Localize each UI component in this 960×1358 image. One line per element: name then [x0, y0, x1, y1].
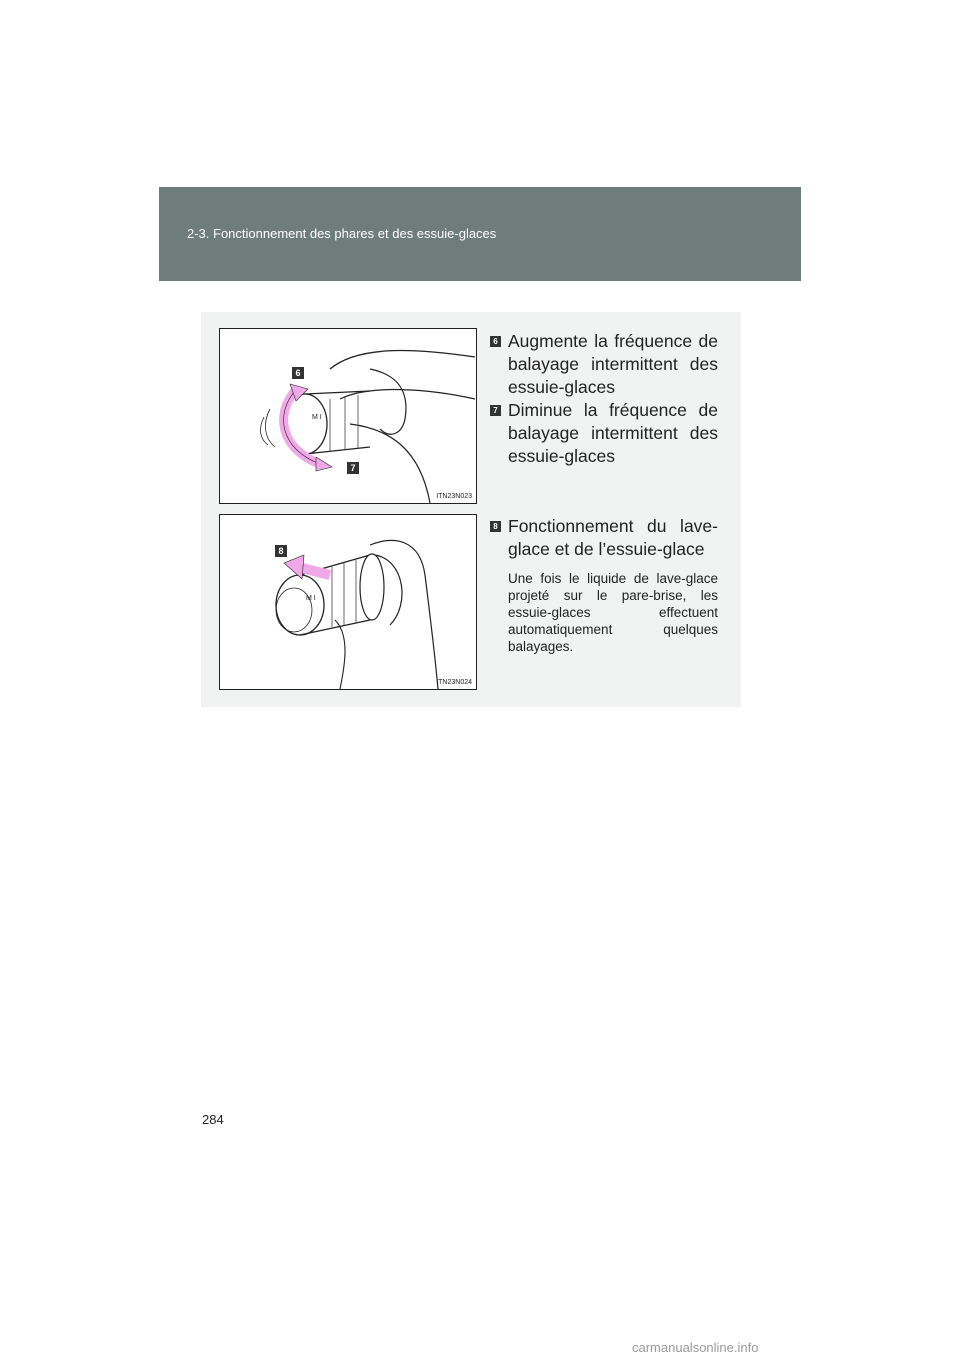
wiper-lever-illustration: [220, 329, 476, 503]
figure-code: ITN23N023: [436, 493, 472, 500]
figure-wiper-intermittent: [219, 328, 477, 504]
svg-text:M I: M I: [312, 414, 322, 421]
item-text: Fonctionnement du lave-glace et de l’essuie-glace: [508, 516, 718, 559]
item-text: Diminue la fréquence de balayage intermittent des essuie-glaces: [508, 400, 718, 466]
list-item-increase: [490, 330, 718, 399]
list-item-decrease: [490, 399, 718, 468]
callout-6: 6: [292, 367, 304, 379]
callout-8: 8: [275, 545, 287, 557]
item-text: Augmente la fréquence de balayage intermittent des essuie-glaces: [508, 331, 718, 397]
item-marker: 7: [490, 405, 501, 416]
page-number: 284: [202, 1112, 224, 1127]
figure-code: ITN23N024: [436, 679, 472, 686]
washer-note: Une fois le liquide de lave-glace projeté sur le pare-brise, les essuie-glaces effectuent automatiquement quelques balayages.: [508, 571, 718, 654]
watermark: carmanualsonline.info: [632, 1340, 759, 1355]
callout-7: 7: [347, 462, 359, 474]
item-marker: 8: [490, 521, 501, 532]
figure-washer: [219, 514, 477, 690]
svg-text:M I: M I: [306, 595, 316, 602]
section-header: [159, 187, 801, 281]
list-item-washer: [490, 515, 718, 561]
section-title: 2-3. Fonctionnement des phares et des essuie-glaces: [187, 226, 497, 241]
item-marker: 6: [490, 336, 501, 347]
washer-lever-illustration: [220, 515, 476, 689]
